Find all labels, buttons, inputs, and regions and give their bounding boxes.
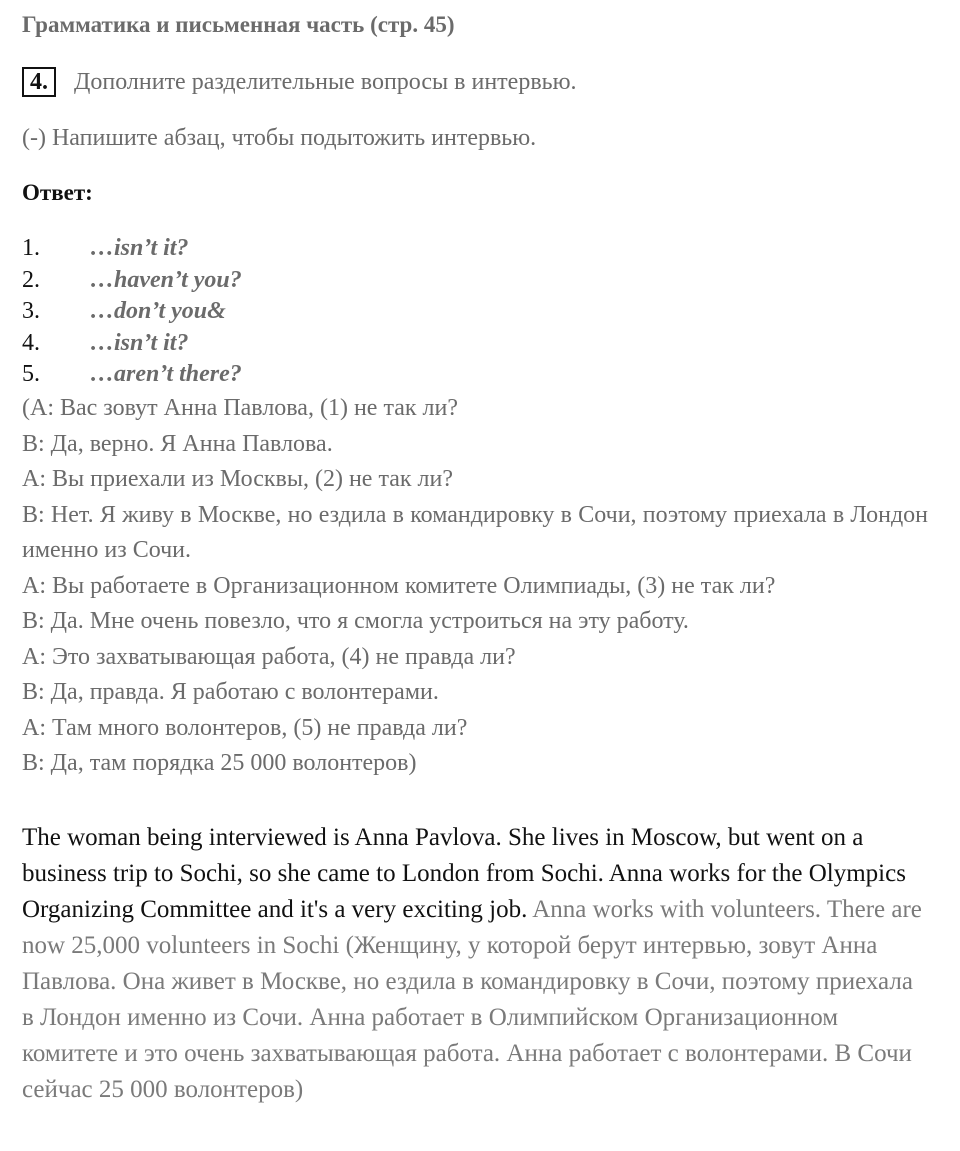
answer-label: Ответ:: [22, 180, 93, 205]
answer-number: 3.: [22, 298, 40, 324]
summary-paragraph: [22, 820, 928, 1108]
answer-text: …haven’t you?: [90, 266, 242, 293]
section-heading: Грамматика и письменная часть (стр. 45): [22, 12, 455, 37]
answer-item: [22, 233, 242, 265]
dialogue-translation: [22, 391, 928, 782]
summary-english: The woman being interviewed is Anna Pavlova. She lives in Moscow, but went on a business trip to Sochi, so she came to London from Sochi. Anna works for the Olympics Organizing Committee and it's a very exciting job.: [22, 824, 906, 923]
answer-item: [22, 265, 242, 297]
answer-number: 1.: [22, 235, 40, 261]
answer-text: …isn’t it?: [90, 329, 189, 356]
task-instruction: [22, 67, 577, 97]
dialogue-line: А: Там много волонтеров, (5) не правда ли?: [22, 714, 468, 741]
dialogue-line: (А: Вас зовут Анна Павлова, (1) не так ли?: [22, 395, 459, 421]
answer-number: 5.: [22, 361, 40, 387]
task-number-box: 4.: [22, 67, 56, 97]
task-subtext: (-) Напишите абзац, чтобы подытожить интервью.: [22, 125, 537, 151]
answer-item: [22, 359, 242, 391]
dialogue-line: А: Это захватывающая работа, (4) не правда ли?: [22, 643, 516, 670]
answer-number: 2.: [22, 266, 40, 293]
answer-text: …don’t you&: [90, 298, 226, 324]
dialogue-line: В: Да, там порядка 25 000 волонтеров): [22, 750, 417, 776]
dialogue-line: В: Да. Мне очень повезло, что я смогла устроиться на эту работу.: [22, 608, 689, 634]
task-text: Дополните разделительные вопросы в интервью.: [74, 68, 577, 95]
answer-list: [22, 233, 242, 391]
answer-text: …isn’t it?: [90, 235, 189, 261]
dialogue-line: А: Вы приехали из Москвы, (2) не так ли?: [22, 466, 454, 492]
dialogue-line: В: Да, верно. Я Анна Павлова.: [22, 430, 333, 457]
answer-item: [22, 296, 242, 328]
dialogue-line: А: Вы работаете в Организационном комитете Олимпиады, (3) не так ли?: [22, 572, 776, 599]
summary-continuation: Anna works with volunteers. There are now 25,000 volunteers in Sochi (Женщину, у которой берут интервью, зовут Анна Павлова. Она живет в Москве, но ездила в командировку в Сочи, поэтому приехала в Лондон именно из Сочи. Анна работает в Олимпийском Организационном комитете и это очень захватывающая работа. Анна работает с волонтерами. В Сочи сейчас 25 000 волонтеров): [22, 896, 922, 1103]
answer-item: [22, 328, 242, 360]
dialogue-line: В: Да, правда. Я работаю с волонтерами.: [22, 679, 439, 705]
answer-number: 4.: [22, 329, 40, 356]
answer-text: …aren’t there?: [90, 361, 242, 387]
dialogue-line: В: Нет. Я живу в Москве, но ездила в командировку в Сочи, поэтому приехала в Лондон именно из Сочи.: [22, 501, 928, 563]
